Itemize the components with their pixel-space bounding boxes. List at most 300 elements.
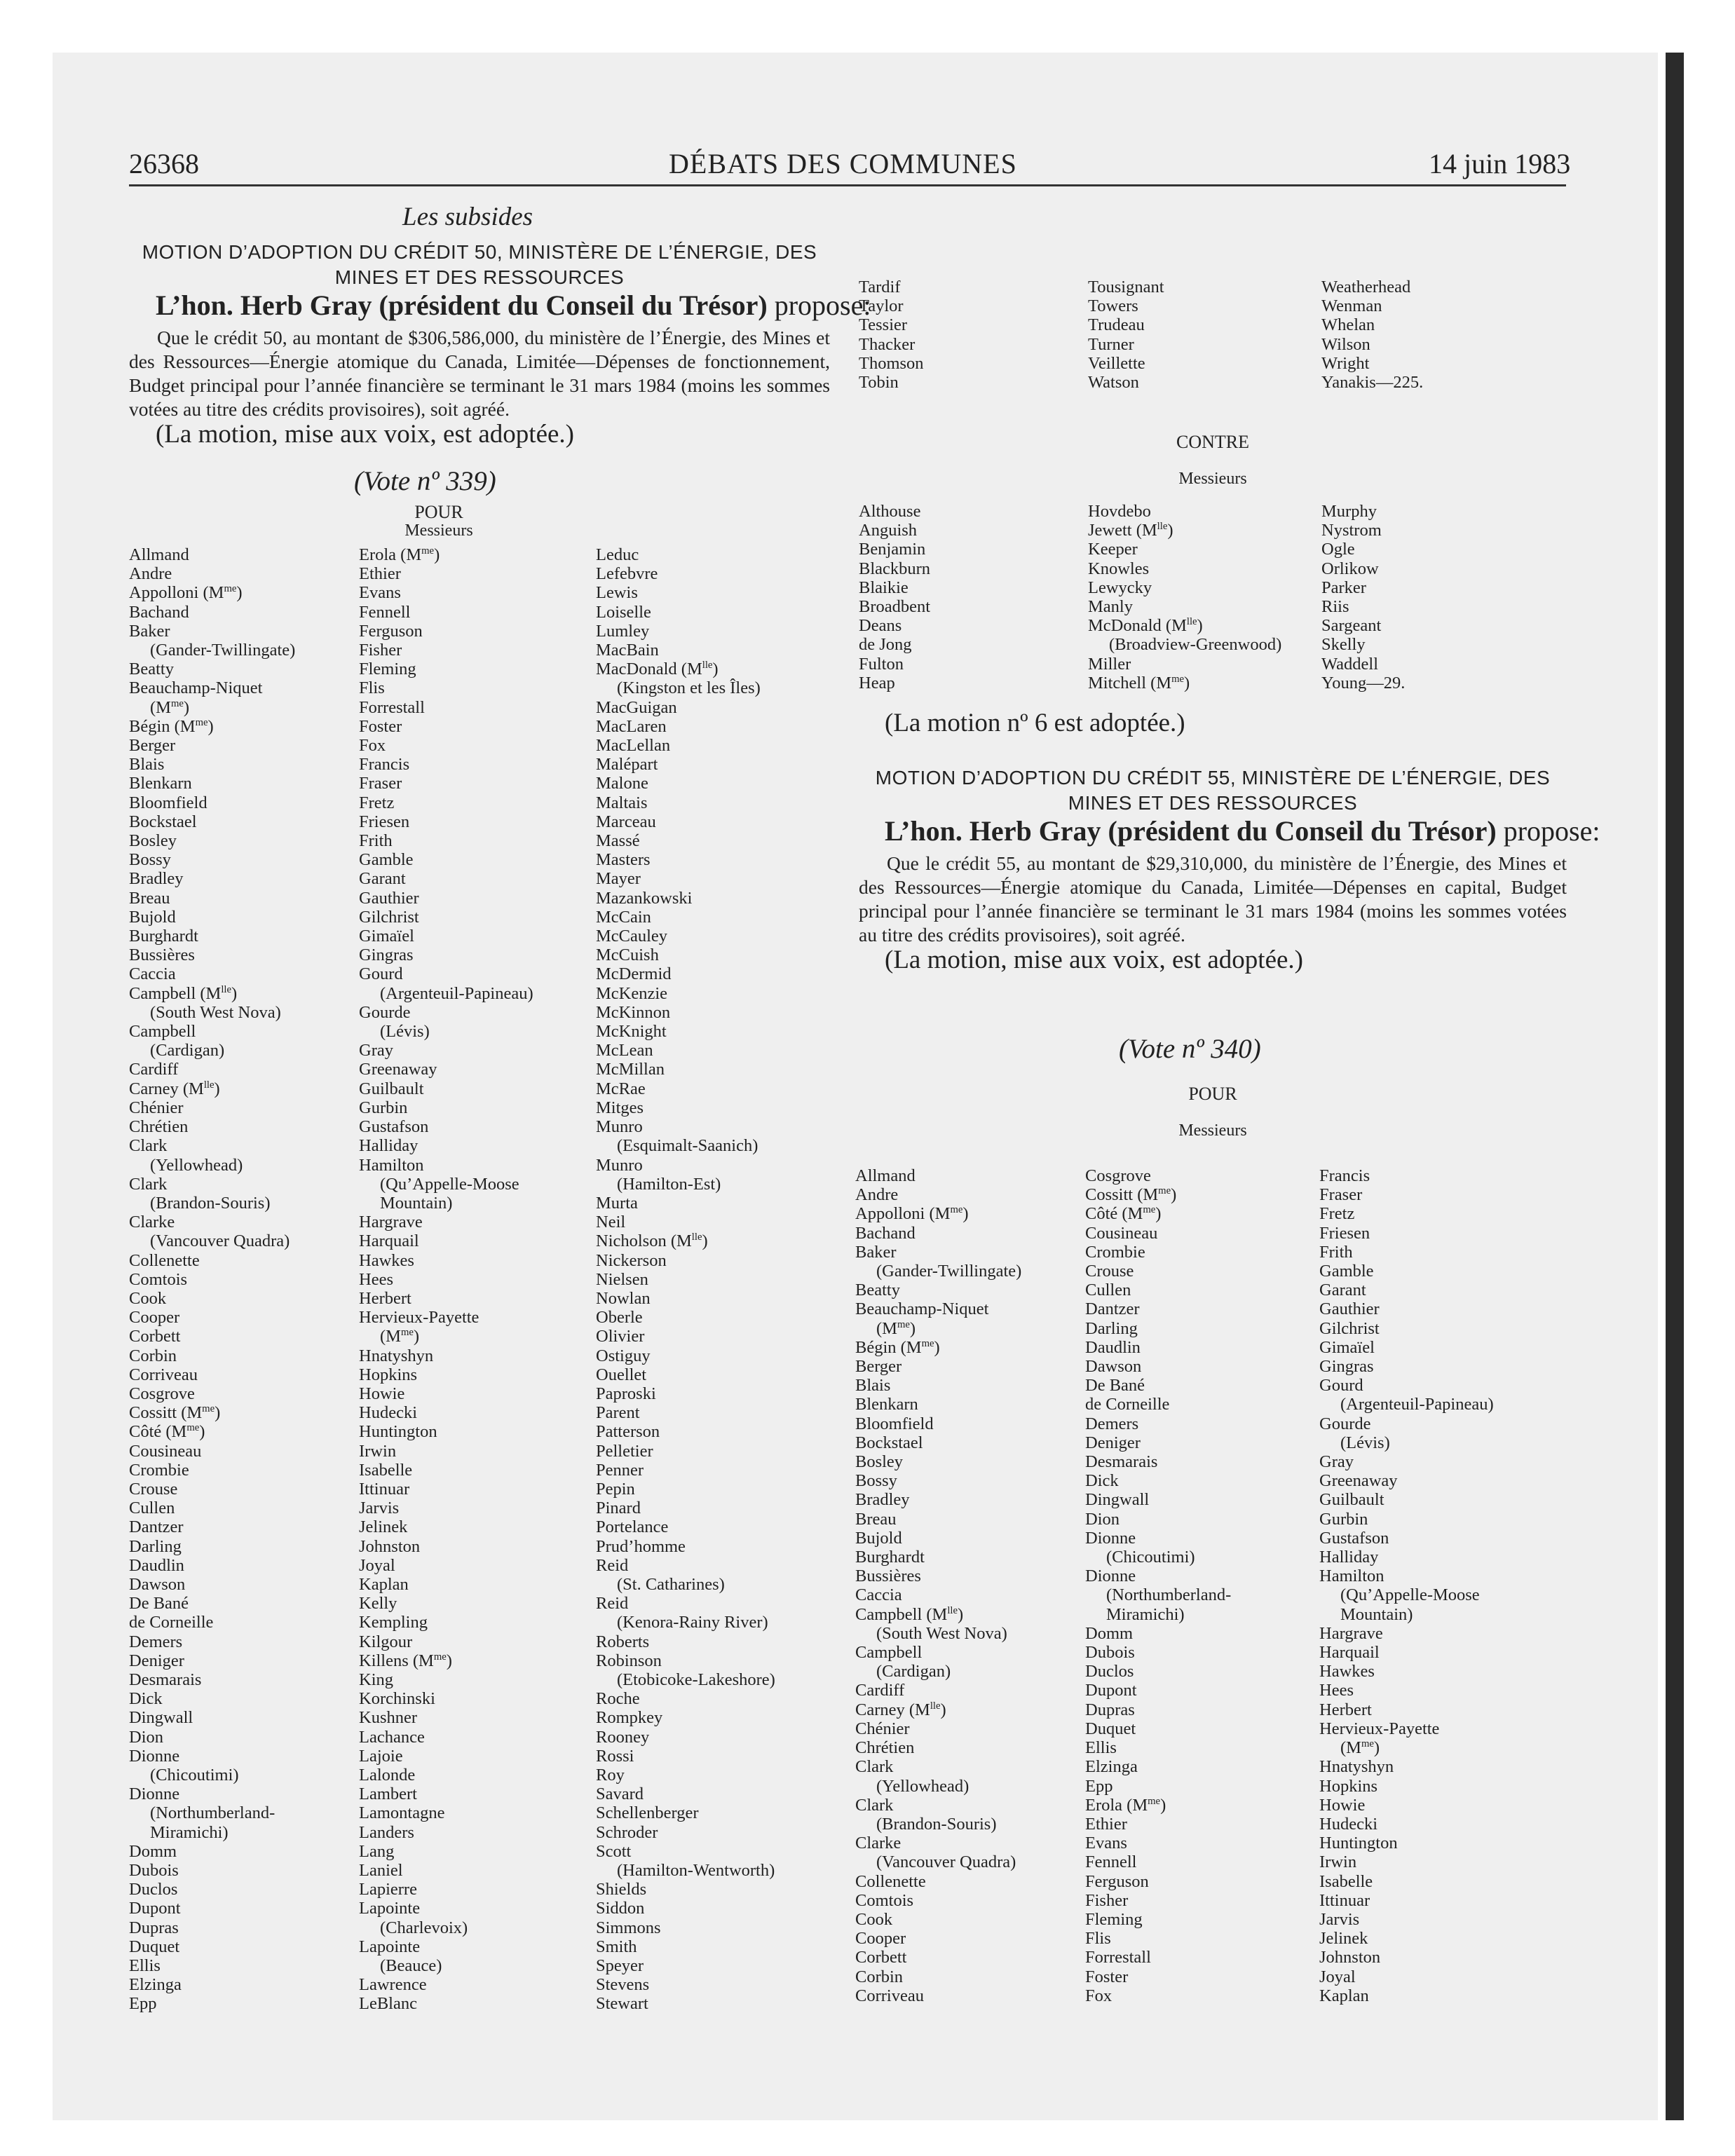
vote-339-pour-column-2 <box>359 545 533 2014</box>
member-name: Forrestall <box>359 697 425 717</box>
member-name: Campbell <box>855 1643 923 1663</box>
vote-339-pour-label: POUR <box>414 502 463 522</box>
member-name: Dion <box>1085 1509 1120 1529</box>
member-name: Lang <box>359 1841 395 1861</box>
member-name: de Corneille <box>1085 1395 1170 1414</box>
member-name: Dawson <box>1085 1357 1142 1377</box>
member-name: Allmand <box>129 545 189 564</box>
honorific-superscript: me <box>1148 1795 1161 1807</box>
member-name: Foster <box>359 716 402 736</box>
member-name: Dawson <box>129 1574 186 1594</box>
member-name: Epp <box>129 1994 157 2014</box>
member-name: Huntington <box>359 1422 437 1442</box>
member-name: Francis <box>359 755 410 775</box>
member-name: Clark <box>855 1757 894 1777</box>
honorific-superscript: me <box>897 1318 910 1330</box>
member-name: Maltais <box>596 793 648 812</box>
member-riding: (Chicoutimi) <box>1106 1548 1195 1567</box>
member-name: Caccia <box>129 964 176 984</box>
member-riding: (South West Nova) <box>876 1623 1007 1643</box>
member-name: Simmons <box>596 1918 661 1937</box>
motion-1-proposer <box>156 289 871 322</box>
member-name: Gray <box>359 1041 393 1060</box>
member-name: Oberle <box>596 1308 643 1328</box>
member-riding: (Qu’Appelle-Moose <box>380 1174 519 1194</box>
member-name: Bujold <box>129 907 176 927</box>
member-name: Cousineau <box>129 1441 202 1461</box>
member-name: Gimaïel <box>359 927 414 946</box>
member-name: Bégin $(M^{me})$ <box>129 716 214 736</box>
member-name: Bossy <box>129 850 171 870</box>
motion-2-proposer <box>885 814 1600 847</box>
member-name: LeBlanc <box>359 1994 417 2014</box>
member-name: Duquet <box>1085 1719 1136 1738</box>
honorific-superscript: me <box>433 1651 447 1663</box>
member-name: Mitchell $(M^{me})$ <box>1088 673 1190 692</box>
member-name: Flis <box>1085 1929 1111 1949</box>
honorific-superscript: me <box>1171 673 1185 685</box>
member-name: Fleming <box>1085 1909 1143 1929</box>
member-name: Harquail <box>359 1231 419 1251</box>
member-name: Gimaïel <box>1319 1337 1375 1357</box>
member-name: Crombie <box>1085 1242 1145 1262</box>
member-name: Irwin <box>1319 1853 1357 1872</box>
member-name: Clark <box>129 1136 168 1156</box>
member-name: Loiselle <box>596 602 651 622</box>
vote-339-pour-column-1 <box>129 545 295 2014</box>
member-name: Duquet <box>129 1937 180 1956</box>
member-name: Blais <box>129 755 165 775</box>
member-name: Blackburn <box>859 559 931 578</box>
member-name: Clark <box>855 1795 894 1815</box>
member-name: Andre <box>129 564 172 584</box>
member-name: Lachance <box>359 1727 425 1747</box>
member-name: Murphy <box>1321 502 1377 521</box>
member-name: Tessier <box>859 315 908 335</box>
member-name: Neil <box>596 1213 626 1232</box>
member-name: Hervieux-Payette <box>359 1308 479 1328</box>
member-name: Guilbault <box>359 1079 424 1098</box>
member-name: Bockstael <box>129 812 197 831</box>
member-name: Gurbin <box>1319 1509 1368 1529</box>
member-name: Speyer <box>596 1956 644 1976</box>
member-name: Turner <box>1088 334 1134 354</box>
member-name: Elzinga <box>129 1975 182 1995</box>
member-name: Gauthier <box>1319 1299 1380 1319</box>
honorific-superscript: me <box>195 716 208 728</box>
member-riding: (Cardigan) <box>150 1041 225 1060</box>
member-name: Deniger <box>129 1651 184 1670</box>
vote-339-messieurs-label: Messieurs <box>404 521 473 540</box>
member-name: Mazankowski <box>596 888 693 908</box>
member-name: Taylor <box>859 296 904 316</box>
member-name: Cook <box>855 1909 893 1929</box>
member-name: Beatty <box>855 1281 900 1300</box>
member-name: Roberts <box>596 1632 650 1651</box>
member-name: Foster <box>1085 1967 1129 1986</box>
member-name: Ferguson <box>359 621 423 641</box>
member-name: Beauchamp-Niquet <box>129 678 263 698</box>
member-name: Friesen <box>359 812 410 831</box>
member-name: MacLaren <box>596 716 667 736</box>
member-riding: (Yellowhead) <box>150 1155 243 1175</box>
member-name: Malone <box>596 774 648 793</box>
member-name: Hargrave <box>1319 1623 1383 1643</box>
member-name: McLean <box>596 1041 653 1060</box>
vote-339-title: (Vote nº 339) <box>354 466 496 496</box>
member-name: Dingwall <box>129 1708 193 1728</box>
member-name: Dionne <box>129 1785 180 1804</box>
member-name: Masters <box>596 850 651 870</box>
member-name: Schroder <box>596 1822 658 1842</box>
member-name: Joyal <box>359 1555 395 1575</box>
member-name: Herbert <box>359 1288 411 1308</box>
member-name: Sargeant <box>1321 616 1382 636</box>
member-name: Mayer <box>596 869 641 889</box>
member-name: Dionne <box>1085 1567 1136 1586</box>
member-name: Joyal <box>1319 1967 1356 1986</box>
member-name: Nielsen <box>596 1269 648 1289</box>
member-name: Elzinga <box>1085 1757 1138 1777</box>
member-name: Darling <box>129 1536 182 1556</box>
vote-339-contre-column-2 <box>1088 502 1281 692</box>
member-name: Tousignant <box>1088 278 1164 296</box>
honorific-superscript: lle <box>930 1700 941 1712</box>
member-name: Dion <box>129 1727 163 1747</box>
member-name: Dupont <box>1085 1681 1137 1700</box>
honorific-superscript: me <box>186 1422 200 1434</box>
member-riding: $(M^{me})$ <box>150 697 190 717</box>
member-riding: (Esquimalt-Saanich) <box>617 1136 758 1156</box>
member-name: Kaplan <box>1319 1986 1369 2005</box>
member-name: Lamontagne <box>359 1803 445 1823</box>
member-riding: (Northumberland- <box>1106 1585 1232 1605</box>
member-name: Nicholson $(M^{lle})$ <box>596 1231 708 1251</box>
member-name: Fisher <box>1085 1890 1129 1910</box>
member-name: Collenette <box>855 1871 926 1891</box>
member-name: Fraser <box>1319 1185 1363 1205</box>
member-name: Berger <box>129 736 176 756</box>
vote-339-contre-label: CONTRE <box>1176 432 1249 452</box>
member-name: Dubois <box>1085 1643 1135 1663</box>
member-name: Nickerson <box>596 1250 667 1270</box>
member-name: Riis <box>1321 597 1349 617</box>
member-name: Clarke <box>855 1834 901 1853</box>
member-name: Domm <box>129 1841 177 1861</box>
member-name: Killens $(M^{me})$ <box>359 1651 452 1670</box>
member-name: Gamble <box>1319 1262 1374 1281</box>
member-name: Penner <box>596 1460 644 1480</box>
member-name: Shields <box>596 1880 647 1899</box>
member-name: Daudlin <box>1085 1337 1141 1357</box>
member-name: Ferguson <box>1085 1871 1149 1891</box>
member-name: Frith <box>1319 1242 1353 1262</box>
member-name: Darling <box>1085 1318 1138 1338</box>
member-riding: (Lévis) <box>380 1022 430 1042</box>
motion-2-proposer-verb: propose: <box>1503 815 1600 847</box>
member-name: Wenman <box>1321 296 1382 316</box>
member-name: McCuish <box>596 946 659 965</box>
member-name: Whelan <box>1321 315 1375 335</box>
member-name: Evans <box>359 583 401 603</box>
member-name: Malépart <box>596 755 658 775</box>
member-name: Corbin <box>129 1346 177 1365</box>
vote-340-pour-column-3 <box>1319 1166 1494 2005</box>
member-riding: Mountain) <box>380 1193 453 1213</box>
member-name: Waddell <box>1321 654 1379 674</box>
member-name: Bloomfield <box>855 1414 934 1433</box>
member-riding: Miramichi) <box>150 1822 229 1842</box>
member-name: Schellenberger <box>596 1803 699 1823</box>
member-name: Weatherhead <box>1321 278 1411 296</box>
member-name: Jelinek <box>359 1517 408 1537</box>
member-name: Dick <box>1085 1471 1119 1491</box>
member-name: Patterson <box>596 1422 660 1442</box>
member-name: Fisher <box>359 641 402 660</box>
member-name: Gilchrist <box>359 907 419 927</box>
member-name: Kempling <box>359 1613 428 1632</box>
member-riding: (St. Catharines) <box>617 1574 725 1594</box>
member-name: Crouse <box>1085 1262 1134 1281</box>
member-name: Marceau <box>596 812 656 831</box>
member-name: Kilgour <box>359 1632 413 1651</box>
member-riding: $(M^{me})$ <box>380 1327 420 1346</box>
member-name: McKinnon <box>596 1002 671 1022</box>
member-name: Cardiff <box>129 1060 179 1079</box>
member-name: Desmarais <box>129 1670 202 1689</box>
motion-1-proposer-name: L’hon. Herb Gray (président du Conseil du Trésor) <box>156 289 768 321</box>
member-name: Lewis <box>596 583 638 603</box>
member-name: Hamilton <box>359 1155 424 1175</box>
member-name: Bockstael <box>855 1433 923 1452</box>
member-name: Thacker <box>859 334 916 354</box>
member-name: McKnight <box>596 1022 667 1042</box>
member-name: Baker <box>855 1242 897 1262</box>
member-name: Veillette <box>1088 353 1145 373</box>
vote-340-pour-label: POUR <box>1188 1084 1237 1104</box>
member-name: Yanakis—225. <box>1321 373 1424 393</box>
member-name: Robinson <box>596 1651 662 1670</box>
member-name: Côté $(M^{me})$ <box>1085 1204 1162 1224</box>
motion-1-text: Que le crédit 50, au montant de $306,586,000, du ministère de l’Énergie, des Mines et des Ressources—Énergie atomique du Canada, Limitée—Dépenses de fonctionnement, Budget principal pour l’année financière se terminant le 31 mars 1984 (moins les sommes votées au titre des crédits provisoires), soit agréé. <box>129 327 830 420</box>
member-name: Bachand <box>855 1223 916 1243</box>
member-name: Broadbent <box>859 597 931 617</box>
member-name: Demers <box>129 1632 183 1651</box>
member-name: Blenkarn <box>129 774 192 793</box>
member-name: MacDonald $(M^{lle})$ <box>596 660 719 679</box>
member-name: Kaplan <box>359 1574 409 1594</box>
member-name: Manly <box>1088 597 1133 617</box>
member-name: Murta <box>596 1193 638 1213</box>
member-riding: (Northumberland- <box>150 1803 275 1823</box>
member-name: Massé <box>596 831 640 851</box>
honorific-superscript: me <box>1143 1204 1156 1216</box>
member-name: Hnatyshyn <box>359 1346 434 1365</box>
member-name: Reid <box>596 1594 629 1613</box>
member-name: Orlikow <box>1321 559 1379 578</box>
member-riding: Miramichi) <box>1106 1604 1185 1624</box>
honorific-superscript: me <box>950 1204 963 1216</box>
member-name: Reid <box>596 1555 629 1575</box>
motion-1-result: (La motion, mise aux voix, est adoptée.) <box>156 420 574 449</box>
member-name: Gustafson <box>359 1117 429 1137</box>
section-title: Les subsides <box>402 203 533 231</box>
member-name: Wilson <box>1321 334 1370 354</box>
honorific-superscript: lle <box>221 983 232 995</box>
member-name: Andre <box>855 1185 899 1205</box>
member-name: Flis <box>359 678 385 698</box>
motion-2-text: Que le crédit 55, au montant de $29,310,000, du ministère de l’Énergie, des Mines et des Ressources—Énergie atomique du Canada, Limitée—Dépenses en capital, Budget principal pour l’année financière se terminant le 31 mars 1984 (moins les sommes votées au titre des crédits provisoires), soit agréé. <box>859 852 1567 946</box>
member-riding: (Qu’Appelle-Moose <box>1340 1585 1480 1605</box>
vote-340-pour-column-2 <box>1085 1166 1231 2005</box>
honorific-superscript: me <box>1361 1738 1374 1749</box>
member-name: Lawrence <box>359 1975 427 1995</box>
member-name: McKenzie <box>596 983 668 1003</box>
member-name: Breau <box>855 1509 897 1529</box>
member-name: Gourd <box>1319 1376 1363 1396</box>
member-name: Ellis <box>1085 1738 1117 1758</box>
member-name: Hawkes <box>1319 1662 1375 1681</box>
member-name: Cosgrove <box>129 1384 195 1403</box>
member-name: de Jong <box>859 635 912 655</box>
member-name: Clark <box>129 1174 168 1194</box>
member-name: King <box>359 1670 393 1689</box>
member-name: Campbell $(M^{lle})$ <box>129 983 238 1003</box>
member-name: Bégin $(M^{me})$ <box>855 1337 940 1357</box>
member-name: Cullen <box>1085 1281 1131 1300</box>
member-name: Jarvis <box>359 1499 400 1518</box>
member-name: Gurbin <box>359 1098 408 1117</box>
member-name: Jewett $(M^{lle})$ <box>1088 521 1173 540</box>
member-name: Dick <box>129 1689 163 1709</box>
honorific-superscript: lle <box>702 660 713 671</box>
scan-edge-shadow <box>1666 53 1684 2120</box>
member-name: Watson <box>1088 373 1139 393</box>
member-name: Campbell $(M^{lle})$ <box>855 1604 964 1624</box>
member-name: Keeper <box>1088 540 1138 559</box>
member-name: Guilbault <box>1319 1490 1384 1510</box>
member-name: Corriveau <box>129 1365 198 1384</box>
member-name: Blaikie <box>859 578 909 597</box>
member-name: Howie <box>1319 1795 1366 1815</box>
member-riding: (Brandon-Souris) <box>150 1193 271 1213</box>
member-name: Fraser <box>359 774 402 793</box>
member-name: Blenkarn <box>855 1395 918 1414</box>
vote-339-pour-column-3 <box>596 545 775 2014</box>
member-name: Trudeau <box>1088 315 1145 335</box>
member-name: Althouse <box>859 502 921 521</box>
member-name: Cardiff <box>855 1681 905 1700</box>
member-name: Carney $(M^{lle})$ <box>855 1700 946 1719</box>
member-name: Bloomfield <box>129 793 207 812</box>
member-name: Jelinek <box>1319 1929 1368 1949</box>
member-riding: (Lévis) <box>1340 1433 1390 1452</box>
member-name: Korchinski <box>359 1689 435 1709</box>
honorific-superscript: lle <box>1186 616 1197 628</box>
member-name: Frith <box>359 831 393 851</box>
member-name: Fox <box>1085 1986 1113 2005</box>
member-name: Isabelle <box>1319 1871 1373 1891</box>
member-name: Lapointe <box>359 1937 421 1956</box>
member-name: Chrétien <box>129 1117 189 1137</box>
vote-340-title: (Vote nº 340) <box>1119 1034 1261 1064</box>
member-name: Nystrom <box>1321 521 1382 540</box>
vote-339-pour-continued-column-1 <box>859 278 924 392</box>
member-name: Siddon <box>596 1899 645 1918</box>
member-name: Kushner <box>359 1708 418 1728</box>
member-name: Bradley <box>129 869 184 889</box>
member-name: Greenaway <box>1319 1471 1398 1491</box>
member-name: Skelly <box>1321 635 1366 655</box>
member-name: Hargrave <box>359 1213 423 1232</box>
honorific-superscript: me <box>921 1337 934 1349</box>
member-name: Fox <box>359 736 386 756</box>
member-riding: (Kingston et les Îles) <box>617 678 761 698</box>
member-riding: (Gander-Twillingate) <box>876 1262 1022 1281</box>
member-name: Hopkins <box>1319 1776 1378 1796</box>
honorific-superscript: me <box>421 545 435 557</box>
member-name: Herbert <box>1319 1700 1372 1719</box>
member-name: Rooney <box>596 1727 650 1747</box>
member-name: Ogle <box>1321 540 1355 559</box>
member-name: Ittinuar <box>359 1479 410 1499</box>
member-name: Ostiguy <box>596 1346 651 1365</box>
member-name: Cousineau <box>1085 1223 1158 1243</box>
member-name: Hudecki <box>359 1403 417 1423</box>
member-riding: (Broadview-Greenwood) <box>1109 635 1282 655</box>
member-name: Erola $(M^{me})$ <box>1085 1795 1166 1815</box>
member-name: McCain <box>596 907 651 927</box>
member-name: Cossitt $(M^{me})$ <box>129 1403 221 1423</box>
member-name: Deans <box>859 616 902 636</box>
member-name: Epp <box>1085 1776 1113 1796</box>
member-name: Allmand <box>855 1166 916 1185</box>
member-name: Appolloni $(M^{me})$ <box>855 1204 969 1224</box>
member-name: Munro <box>596 1155 643 1175</box>
member-name: Bussières <box>855 1567 921 1586</box>
member-name: Berger <box>855 1357 902 1377</box>
member-name: Hnatyshyn <box>1319 1757 1394 1777</box>
member-name: Cook <box>129 1288 167 1308</box>
member-name: Ethier <box>1085 1814 1127 1834</box>
member-name: Landers <box>359 1822 414 1842</box>
member-name: Demers <box>1085 1414 1139 1433</box>
member-name: Fulton <box>859 654 904 674</box>
member-name: Jarvis <box>1319 1909 1360 1929</box>
member-name: Bujold <box>855 1528 902 1548</box>
member-riding: (Charlevoix) <box>380 1918 468 1937</box>
member-name: Garant <box>1319 1281 1366 1300</box>
member-name: Daudlin <box>129 1555 184 1575</box>
member-name: De Bané <box>1085 1376 1145 1396</box>
member-name: Hees <box>359 1269 393 1289</box>
member-name: Chénier <box>855 1719 910 1738</box>
member-name: McDonald $(M^{lle})$ <box>1088 616 1203 636</box>
member-name: Pinard <box>596 1499 641 1518</box>
member-name: Caccia <box>855 1585 902 1605</box>
page-date: 14 juin 1983 <box>1429 148 1571 179</box>
member-riding: (Vancouver Quadra) <box>150 1231 290 1251</box>
motion-2-title: MOTION D’ADOPTION DU CRÉDIT 55, MINISTÈRE DE L’ÉNERGIE, DES MINES ET DES RESSOURCES <box>875 767 1551 814</box>
member-name: Hudecki <box>1319 1814 1377 1834</box>
member-name: Comtois <box>855 1890 914 1910</box>
member-name: Clarke <box>129 1213 175 1232</box>
member-name: Ellis <box>129 1956 161 1976</box>
member-name: Gourd <box>359 964 403 984</box>
honorific-superscript: lle <box>203 1079 215 1091</box>
member-name: Lapointe <box>359 1899 421 1918</box>
member-riding: (Argenteuil-Papineau) <box>1340 1395 1494 1414</box>
